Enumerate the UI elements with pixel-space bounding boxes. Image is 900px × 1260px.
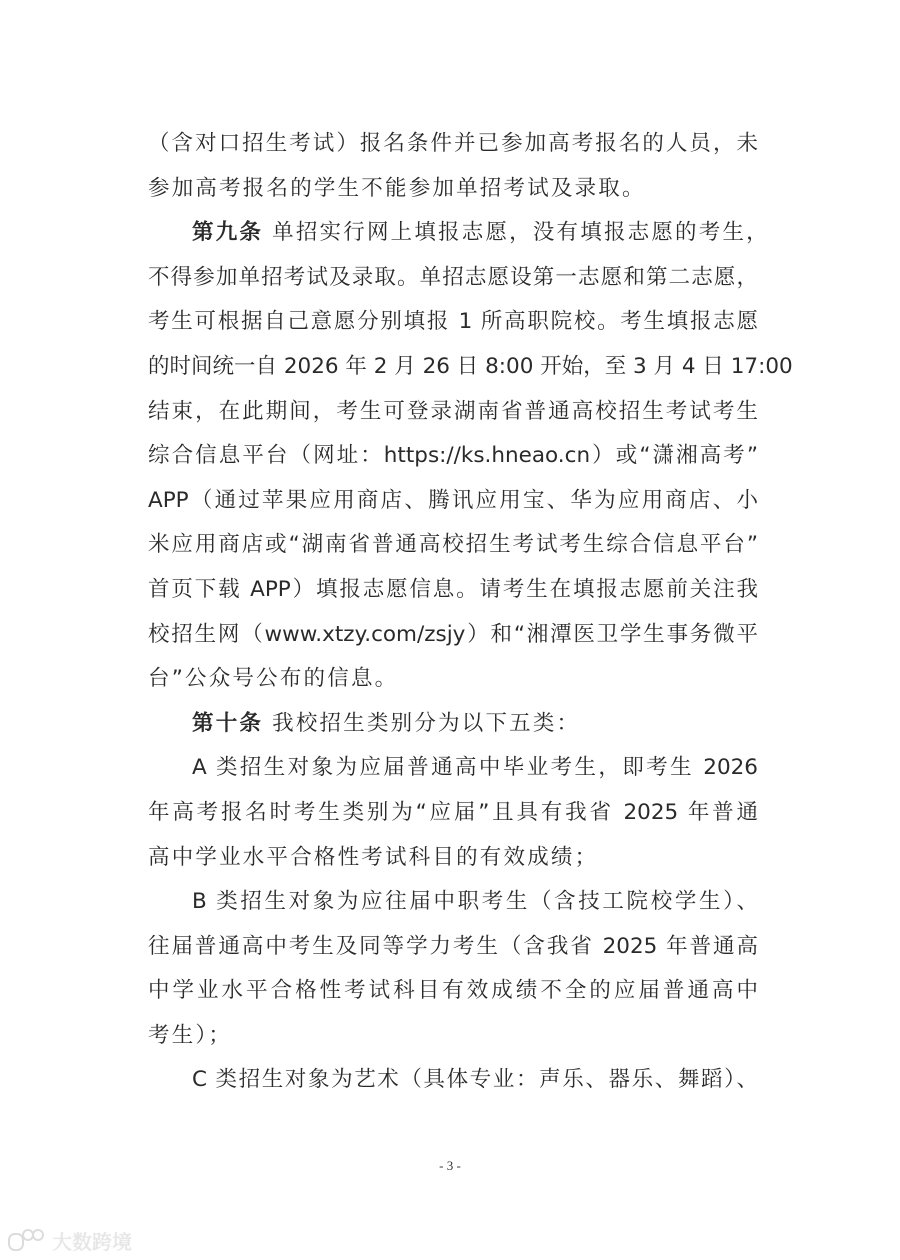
- text-line: 首页下载 APP）填报志愿信息。请考生在填报志愿前关注我: [148, 576, 758, 602]
- text-line: 台”公众号公布的信息。: [148, 666, 399, 692]
- text-line: 参加高考报名的学生不能参加单招考试及录取。: [148, 175, 646, 201]
- text-line: 米应用商店或“湖南省普通高校招生考试考生综合信息平台”: [148, 532, 758, 558]
- text-line: 考生可根据自己意愿分别填报 1 所高职院校。考生填报志愿: [148, 309, 758, 335]
- article-10-line: [148, 702, 758, 747]
- text-line: 往届普通高中考生及同等学力考生（含我省 2025 年普通高: [148, 933, 758, 959]
- document-page: [148, 122, 793, 1103]
- text-line: （含对口招生考试）报名条件并已参加高考报名的人员，未: [148, 131, 758, 156]
- text-line: 结束，在此期间，考生可登录湖南省普通高校招生考试考生: [148, 398, 758, 424]
- text-line: 校招生网（www.xtzy.com/zsjy）和“湘潭医卫学生事务微平: [148, 621, 758, 647]
- text-line: 不得参加单招考试及录取。单招志愿设第一志愿和第二志愿，: [148, 264, 758, 290]
- text-line: 的时间统一自 2026 年 2 月 26 日 8:00 开始，至 3 月 4 日 17:00: [148, 353, 793, 379]
- text-line-body: 单招实行网上填报志愿，没有填报志愿的考生，: [263, 220, 770, 246]
- text-line: B 类招生对象为应往届中职考生（含技工院校学生）、: [192, 889, 758, 915]
- text-line: 高中学业水平合格性考试科目的有效成绩；: [148, 844, 599, 870]
- text-line: 年高考报名时考生类别为“应届”且具有我省 2025 年普通: [148, 799, 758, 825]
- page-number: - 3 -: [439, 1158, 461, 1173]
- watermark-logo-icon: [8, 1229, 44, 1253]
- text-line: APP（通过苹果应用商店、腾讯应用宝、华为应用商店、小: [148, 487, 758, 513]
- text-line: A 类招生对象为应届普通高中毕业考生，即考生 2026: [192, 755, 758, 781]
- article-heading: 第九条: [192, 220, 264, 246]
- text-line: C 类招生对象为艺术（具体专业：声乐、器乐、舞蹈）、: [192, 1067, 758, 1093]
- watermark-text: 大数跨境: [52, 1230, 132, 1254]
- text-line-body: 我校招生类别分为以下五类：: [263, 710, 581, 736]
- article-heading: 第十条: [192, 710, 264, 736]
- text-line: 中学业水平合格性考试科目有效成绩不全的应届普通高中: [148, 978, 758, 1004]
- article-9-line: [148, 211, 770, 256]
- text-line: 考生）；: [148, 1022, 233, 1048]
- text-line: 综合信息平台（网址：https://ks.hneao.cn）或“潇湘高考”: [148, 443, 758, 469]
- watermark: [8, 1226, 132, 1255]
